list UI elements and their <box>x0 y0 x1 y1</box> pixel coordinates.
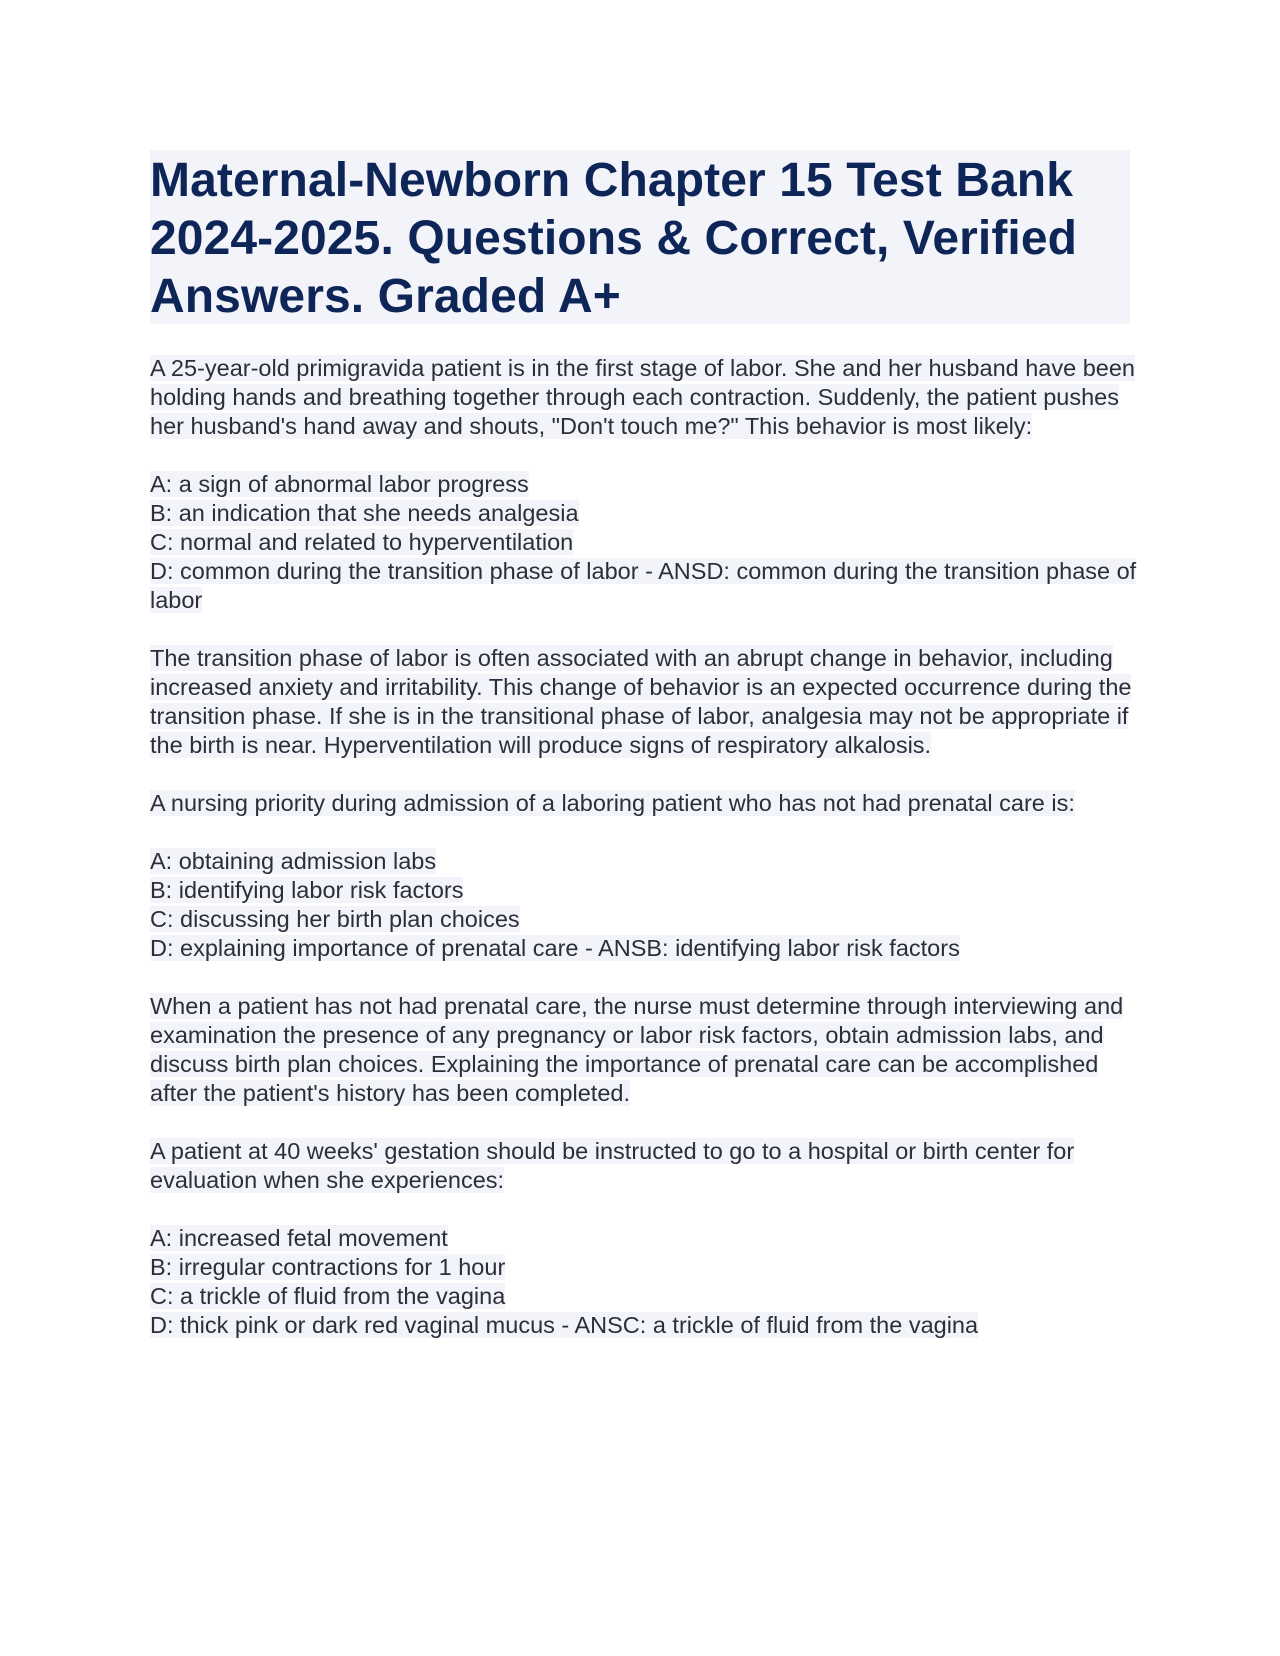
question-stem: A 25-year-old primigravida patient is in the first stage of labor. She and her husband have been holding hands and breathing together through each contraction. Suddenly, the patient pushes her husband's hand away and shouts, "Don't touch me?" This behavior is most likely: <box>150 355 1136 439</box>
question-stem: A nursing priority during admission of a laboring patient who has not had prenatal care is: <box>150 790 1075 816</box>
answer-option: C: discussing her birth plan choices <box>150 906 520 932</box>
document-title: Maternal-Newborn Chapter 15 Test Bank 2024-2025. Questions & Correct, Verified Answers. Graded A+ <box>150 154 1078 323</box>
answer-option: C: normal and related to hyperventilation <box>150 529 574 555</box>
answer-option: B: identifying labor risk factors <box>150 877 464 903</box>
answer-option: A: obtaining admission labs <box>150 848 437 874</box>
answer-option-with-key: D: common during the transition phase of labor - ANSD: common during the transition phase of labor <box>150 558 1137 613</box>
answer-options <box>150 847 1140 963</box>
rationale: The transition phase of labor is often associated with an abrupt change in behavior, including increased anxiety and irritability. This change of behavior is an expected occurrence during the transition phase. If she is in the transitional phase of labor, analgesia may not be appropriate if the birth is near. Hyperventilation will produce signs of respiratory alkalosis. <box>150 645 1132 758</box>
answer-option: C: a trickle of fluid from the vagina <box>150 1283 506 1309</box>
document-body <box>150 354 1140 1369</box>
answer-options <box>150 1224 1140 1340</box>
answer-options <box>150 470 1140 615</box>
answer-option: A: increased fetal movement <box>150 1225 448 1251</box>
answer-option: A: a sign of abnormal labor progress <box>150 471 529 497</box>
question-stem: A patient at 40 weeks' gestation should be instructed to go to a hospital or birth center for evaluation when she experiences: <box>150 1138 1075 1193</box>
answer-option: B: irregular contractions for 1 hour <box>150 1254 506 1280</box>
title-block <box>150 150 1130 324</box>
rationale: When a patient has not had prenatal care, the nurse must determine through interviewing and examination the presence of any pregnancy or labor risk factors, obtain admission labs, and discuss birth plan choices. Explaining the importance of prenatal care can be accomplished after the patient's history has been completed. <box>150 993 1124 1106</box>
answer-option-with-key: D: thick pink or dark red vaginal mucus - ANSC: a trickle of fluid from the vagina <box>150 1312 979 1338</box>
answer-option: B: an indication that she needs analgesia <box>150 500 579 526</box>
answer-option-with-key: D: explaining importance of prenatal care - ANSB: identifying labor risk factors <box>150 935 960 961</box>
